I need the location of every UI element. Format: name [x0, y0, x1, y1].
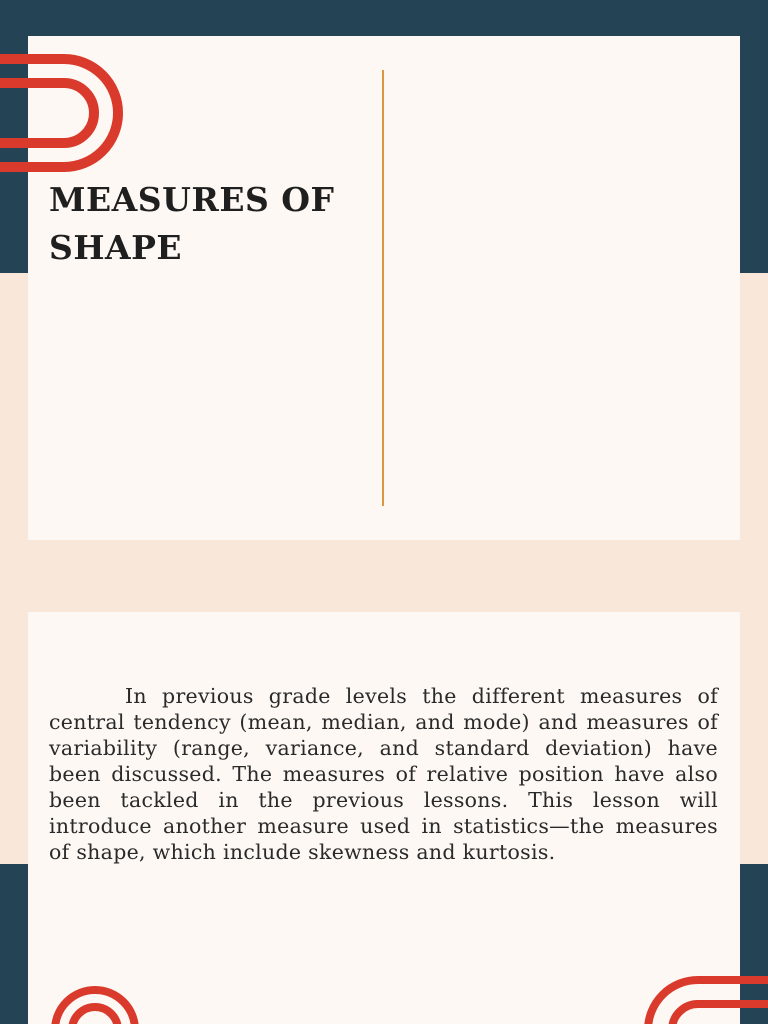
intro-paragraph: In previous grade levels the different measures of central tendency (mean, median, and mode) and measures of variability (range, variance, and standard deviation) have been discussed. The measures of relative position have also been tackled in the previous lessons. This lesson will introduce another measure used in statistics—the measures of shape, which include skewness and kurtosis. — [49, 684, 718, 864]
title-card — [28, 36, 740, 540]
double-arc-top-left-icon — [0, 50, 130, 180]
vertical-divider — [382, 70, 384, 506]
page-title: MEASURES OF SHAPE — [49, 180, 335, 267]
double-arc-bottom-right-icon — [640, 974, 768, 1024]
double-arc-bottom-left-icon — [50, 980, 140, 1024]
